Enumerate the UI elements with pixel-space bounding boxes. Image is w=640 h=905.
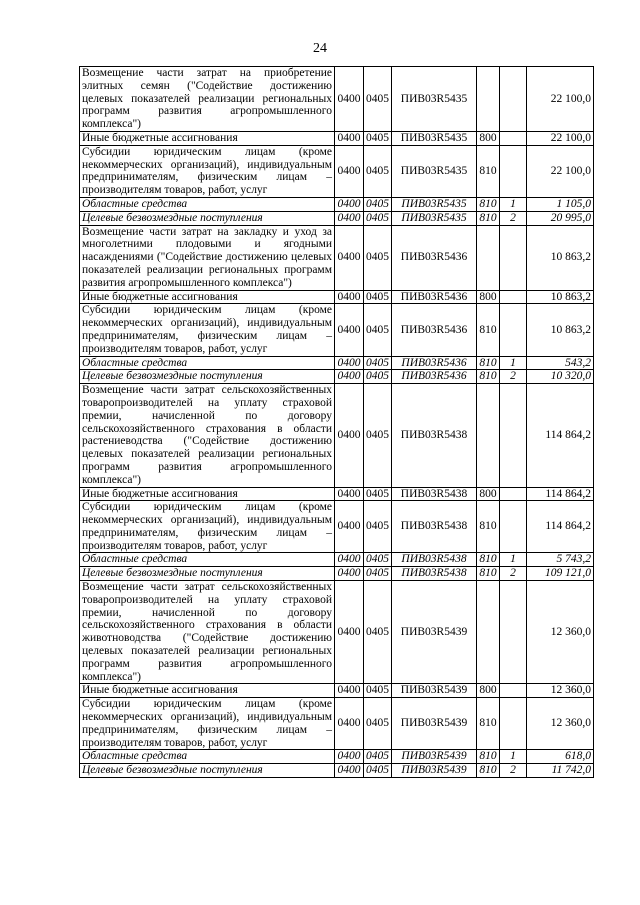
funding-source-code: 1 <box>500 197 527 211</box>
subsection-code: 0405 <box>364 567 392 581</box>
row-description: Целевые безвозмездные поступления <box>80 370 335 384</box>
target-article-code: ПИВ03R5438 <box>392 567 477 581</box>
section-code: 0400 <box>335 370 364 384</box>
row-description: Целевые безвозмездные поступления <box>80 211 335 225</box>
amount: 114 864,2 <box>527 487 594 501</box>
expense-type-code: 810 <box>477 764 500 778</box>
funding-source-code: 2 <box>500 764 527 778</box>
section-code: 0400 <box>335 764 364 778</box>
row-description: Областные средства <box>80 553 335 567</box>
funding-source-code <box>500 698 527 750</box>
target-article-code: ПИВ03R5435 <box>392 67 477 132</box>
expense-type-code: 810 <box>477 567 500 581</box>
table-row <box>80 225 594 290</box>
target-article-code: ПИВ03R5435 <box>392 131 477 145</box>
subsection-code: 0405 <box>364 304 392 356</box>
expense-type-code <box>477 225 500 290</box>
section-code: 0400 <box>335 304 364 356</box>
row-description: Возмещение части затрат сельскохозяйственных товаропроизводителей на уплату страховой премии, начисленной по договору сельскохозяйственного страхования в области растениеводства ("Содействие достижению целевых показателей реализации региональных программ развития агропромышленного комплекса") <box>80 384 335 487</box>
funding-source-code <box>500 581 527 684</box>
subsection-code: 0405 <box>364 698 392 750</box>
section-code: 0400 <box>335 197 364 211</box>
subsection-code: 0405 <box>364 225 392 290</box>
section-code: 0400 <box>335 487 364 501</box>
expense-type-code: 800 <box>477 290 500 304</box>
funding-source-code <box>500 501 527 553</box>
subsection-code: 0405 <box>364 764 392 778</box>
target-article-code: ПИВ03R5438 <box>392 487 477 501</box>
table-row <box>80 356 594 370</box>
subsection-code: 0405 <box>364 290 392 304</box>
amount: 5 743,2 <box>527 553 594 567</box>
funding-source-code: 1 <box>500 356 527 370</box>
funding-source-code <box>500 67 527 132</box>
row-description: Целевые безвозмездные поступления <box>80 567 335 581</box>
section-code: 0400 <box>335 225 364 290</box>
target-article-code: ПИВ03R5435 <box>392 145 477 197</box>
funding-source-code: 2 <box>500 370 527 384</box>
row-description: Иные бюджетные ассигнования <box>80 131 335 145</box>
subsection-code: 0405 <box>364 370 392 384</box>
subsection-code: 0405 <box>364 67 392 132</box>
amount: 114 864,2 <box>527 501 594 553</box>
target-article-code: ПИВ03R5436 <box>392 290 477 304</box>
subsection-code: 0405 <box>364 487 392 501</box>
subsection-code: 0405 <box>364 750 392 764</box>
row-description: Субсидии юридическим лицам (кроме некоммерческих организаций), индивидуальным предпринимателям, физическим лицам – производителям товаров, работ, услуг <box>80 145 335 197</box>
funding-source-code: 2 <box>500 211 527 225</box>
target-article-code: ПИВ03R5439 <box>392 698 477 750</box>
amount: 22 100,0 <box>527 145 594 197</box>
row-description: Возмещение части затрат на приобретение элитных семян ("Содействие достижению целевых показателей реализации региональных программ развития агропромышленного комплекса") <box>80 67 335 132</box>
subsection-code: 0405 <box>364 553 392 567</box>
expense-type-code: 800 <box>477 131 500 145</box>
amount: 20 995,0 <box>527 211 594 225</box>
table-row <box>80 211 594 225</box>
amount: 12 360,0 <box>527 581 594 684</box>
expense-type-code: 800 <box>477 487 500 501</box>
expense-type-code: 810 <box>477 304 500 356</box>
section-code: 0400 <box>335 384 364 487</box>
row-description: Субсидии юридическим лицам (кроме некоммерческих организаций), индивидуальным предпринимателям, физическим лицам – производителям товаров, работ, услуг <box>80 501 335 553</box>
table-row <box>80 131 594 145</box>
target-article-code: ПИВ03R5439 <box>392 684 477 698</box>
funding-source-code <box>500 684 527 698</box>
expense-type-code: 810 <box>477 197 500 211</box>
table-row <box>80 67 594 132</box>
amount: 109 121,0 <box>527 567 594 581</box>
expense-type-code: 810 <box>477 370 500 384</box>
section-code: 0400 <box>335 145 364 197</box>
funding-source-code <box>500 131 527 145</box>
budget-table <box>79 66 594 778</box>
amount: 543,2 <box>527 356 594 370</box>
section-code: 0400 <box>335 501 364 553</box>
expense-type-code <box>477 384 500 487</box>
table-row <box>80 750 594 764</box>
table-row <box>80 501 594 553</box>
row-description: Субсидии юридическим лицам (кроме некоммерческих организаций), индивидуальным предпринимателям, физическим лицам – производителям товаров, работ, услуг <box>80 698 335 750</box>
table-row <box>80 764 594 778</box>
subsection-code: 0405 <box>364 356 392 370</box>
expense-type-code: 810 <box>477 698 500 750</box>
section-code: 0400 <box>335 67 364 132</box>
section-code: 0400 <box>335 131 364 145</box>
funding-source-code <box>500 145 527 197</box>
subsection-code: 0405 <box>364 501 392 553</box>
section-code: 0400 <box>335 581 364 684</box>
subsection-code: 0405 <box>364 581 392 684</box>
amount: 11 742,0 <box>527 764 594 778</box>
target-article-code: ПИВ03R5439 <box>392 581 477 684</box>
amount: 10 320,0 <box>527 370 594 384</box>
target-article-code: ПИВ03R5438 <box>392 384 477 487</box>
row-description: Иные бюджетные ассигнования <box>80 290 335 304</box>
target-article-code: ПИВ03R5436 <box>392 356 477 370</box>
subsection-code: 0405 <box>364 384 392 487</box>
funding-source-code: 2 <box>500 567 527 581</box>
section-code: 0400 <box>335 684 364 698</box>
table-row <box>80 197 594 211</box>
subsection-code: 0405 <box>364 197 392 211</box>
target-article-code: ПИВ03R5439 <box>392 750 477 764</box>
row-description: Областные средства <box>80 356 335 370</box>
expense-type-code <box>477 67 500 132</box>
expense-type-code: 810 <box>477 553 500 567</box>
row-description: Возмещение части затрат на закладку и уход за многолетними плодовыми и ягодными насаждениями ("Содействие достижению целевых показателей реализации региональных программ развития агропромышленного комплекса") <box>80 225 335 290</box>
table-row <box>80 487 594 501</box>
funding-source-code <box>500 384 527 487</box>
funding-source-code <box>500 290 527 304</box>
table-row <box>80 290 594 304</box>
target-article-code: ПИВ03R5435 <box>392 197 477 211</box>
amount: 10 863,2 <box>527 304 594 356</box>
table-row <box>80 384 594 487</box>
target-article-code: ПИВ03R5436 <box>392 225 477 290</box>
subsection-code: 0405 <box>364 145 392 197</box>
table-row <box>80 567 594 581</box>
amount: 10 863,2 <box>527 225 594 290</box>
target-article-code: ПИВ03R5436 <box>392 370 477 384</box>
table-row <box>80 553 594 567</box>
table-row <box>80 145 594 197</box>
subsection-code: 0405 <box>364 211 392 225</box>
funding-source-code <box>500 225 527 290</box>
table-row <box>80 581 594 684</box>
section-code: 0400 <box>335 750 364 764</box>
target-article-code: ПИВ03R5439 <box>392 764 477 778</box>
row-description: Целевые безвозмездные поступления <box>80 764 335 778</box>
funding-source-code <box>500 487 527 501</box>
row-description: Областные средства <box>80 750 335 764</box>
amount: 12 360,0 <box>527 698 594 750</box>
amount: 12 360,0 <box>527 684 594 698</box>
expense-type-code: 810 <box>477 145 500 197</box>
expense-type-code: 810 <box>477 211 500 225</box>
expense-type-code: 810 <box>477 750 500 764</box>
section-code: 0400 <box>335 290 364 304</box>
target-article-code: ПИВ03R5438 <box>392 501 477 553</box>
section-code: 0400 <box>335 698 364 750</box>
row-description: Областные средства <box>80 197 335 211</box>
target-article-code: ПИВ03R5436 <box>392 304 477 356</box>
row-description: Иные бюджетные ассигнования <box>80 684 335 698</box>
subsection-code: 0405 <box>364 131 392 145</box>
subsection-code: 0405 <box>364 684 392 698</box>
expense-type-code: 810 <box>477 501 500 553</box>
amount: 22 100,0 <box>527 131 594 145</box>
expense-type-code: 810 <box>477 356 500 370</box>
amount: 22 100,0 <box>527 67 594 132</box>
funding-source-code: 1 <box>500 750 527 764</box>
amount: 1 105,0 <box>527 197 594 211</box>
row-description: Иные бюджетные ассигнования <box>80 487 335 501</box>
section-code: 0400 <box>335 356 364 370</box>
table-row <box>80 684 594 698</box>
funding-source-code: 1 <box>500 553 527 567</box>
amount: 618,0 <box>527 750 594 764</box>
row-description: Субсидии юридическим лицам (кроме некоммерческих организаций), индивидуальным предпринимателям, физическим лицам – производителям товаров, работ, услуг <box>80 304 335 356</box>
page-number: 24 <box>313 41 327 56</box>
amount: 10 863,2 <box>527 290 594 304</box>
table-row <box>80 698 594 750</box>
section-code: 0400 <box>335 211 364 225</box>
target-article-code: ПИВ03R5435 <box>392 211 477 225</box>
target-article-code: ПИВ03R5438 <box>392 553 477 567</box>
expense-type-code <box>477 581 500 684</box>
table-row <box>80 370 594 384</box>
expense-type-code: 800 <box>477 684 500 698</box>
funding-source-code <box>500 304 527 356</box>
section-code: 0400 <box>335 567 364 581</box>
section-code: 0400 <box>335 553 364 567</box>
row-description: Возмещение части затрат сельскохозяйственных товаропроизводителей на уплату страховой премии, начисленной по договору сельскохозяйственного страхования в области животноводства ("Содействие достижению целевых показателей реализации региональных программ развития агропромышленного комплекса") <box>80 581 335 684</box>
table-row <box>80 304 594 356</box>
amount: 114 864,2 <box>527 384 594 487</box>
